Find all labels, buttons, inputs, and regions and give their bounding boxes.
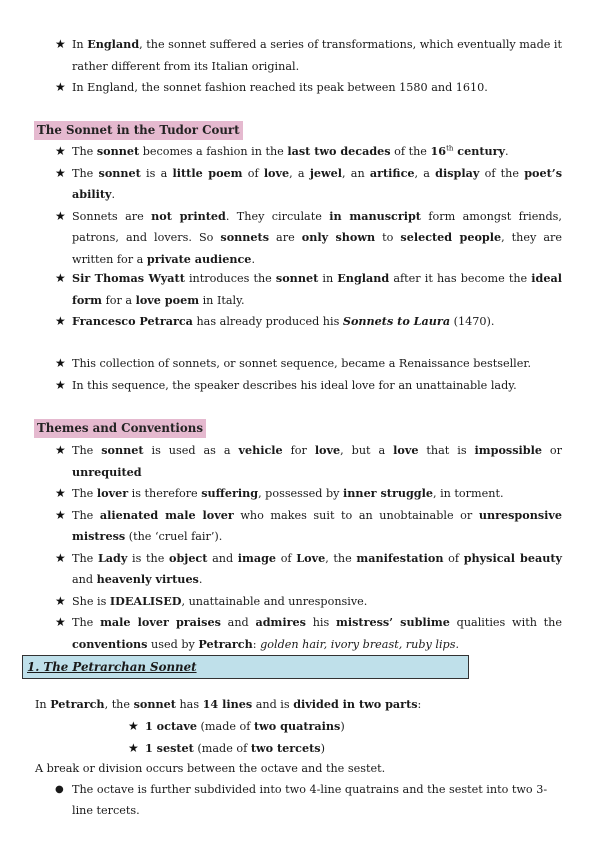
text-run: th — [446, 144, 454, 153]
text-run: or — [541, 444, 562, 457]
petrarchan-dot-bullet — [55, 779, 564, 821]
text-run: Lady — [97, 550, 128, 565]
text-run: Sir Thomas Wyatt — [72, 271, 185, 285]
star-bullet-icon: ★ — [55, 550, 66, 565]
list-item — [55, 77, 562, 99]
text-run: love — [263, 165, 290, 180]
text-run: has — [175, 698, 203, 711]
text-run: has already produced his — [192, 315, 343, 328]
text-run: is the — [127, 551, 169, 565]
list-item — [55, 612, 562, 655]
text-run: in Italy. — [199, 293, 245, 307]
text-run: England — [337, 271, 390, 285]
text-run: used by — [147, 637, 199, 651]
list-item — [55, 34, 562, 77]
text-run: introduces the — [184, 272, 276, 285]
text-run: unrequited — [72, 464, 142, 479]
text-run: little poem — [172, 165, 243, 180]
petrarchan-break-text: A break or division occurs between the octave and the sestet. — [35, 762, 386, 775]
text-run: two quatrains — [253, 719, 341, 733]
text-run: image — [237, 550, 277, 565]
text-run: and — [207, 551, 238, 565]
list-item — [55, 440, 562, 483]
bullet-dot-icon: ● — [55, 784, 64, 795]
text-run: : — [417, 698, 422, 711]
text-run: Sonnets are — [72, 209, 152, 223]
text-run: love — [314, 443, 341, 457]
text-run: becomes a fashion in the — [139, 145, 288, 158]
text-run: sonnet — [98, 165, 141, 180]
text-run: , a — [289, 166, 310, 180]
text-run: The — [72, 444, 102, 457]
text-run: qualities with the — [449, 616, 562, 629]
text-run: jewel — [309, 165, 342, 180]
text-run: love poem — [135, 292, 200, 307]
text-run: of the — [390, 145, 431, 158]
text-run: : — [252, 637, 261, 651]
text-run: heavenly virtues — [96, 572, 199, 586]
text-run: last two decades — [287, 144, 391, 158]
list-item — [55, 591, 562, 613]
text-run: The — [72, 487, 97, 500]
text-run: Sonnets to Laura — [342, 314, 451, 328]
text-run: in manuscript — [329, 208, 421, 223]
star-bullet-icon: ★ — [55, 356, 66, 370]
list-item — [128, 716, 445, 738]
text-run: IDEALISED — [109, 593, 182, 608]
text-run: In England, the sonnet fashion reached its peak between 1580 and 1610. — [72, 81, 488, 94]
petrarchan-heading-box — [22, 655, 469, 679]
text-run: sonnet — [96, 144, 140, 158]
text-run: inner struggle — [343, 486, 433, 500]
star-bullet-icon: ★ — [128, 719, 139, 733]
text-run: to — [375, 231, 401, 244]
text-run: lover — [96, 486, 129, 500]
text-run: The — [72, 616, 101, 629]
text-run: , in torment. — [432, 487, 504, 500]
text-run: Petrarch — [198, 636, 253, 651]
dot-bullet-text: The octave is further subdivided into two 4-line quatrains and the sestet into two 3-line tercets. — [72, 783, 548, 817]
text-run: This collection of sonnets, or sonnet sequence, became a Renaissance bestseller. — [72, 357, 532, 370]
themes-heading: Themes and Conventions — [34, 419, 206, 438]
text-run: Petrarch — [50, 697, 105, 711]
text-run: artifice — [369, 165, 415, 180]
list-item — [55, 548, 562, 591]
list-item — [55, 163, 562, 206]
text-run: object — [168, 550, 208, 565]
text-run: 14 lines — [202, 697, 253, 711]
tudor-bullet-list-1 — [55, 141, 562, 270]
star-bullet-icon: ★ — [55, 144, 66, 158]
text-run: of the — [479, 166, 525, 180]
themes-bullet-list — [55, 440, 562, 655]
petrarchan-parts-list — [128, 716, 445, 759]
text-run: who makes suit to an unobtainable or — [233, 508, 479, 522]
text-run: display — [435, 165, 480, 180]
text-run: sonnet — [133, 697, 176, 711]
text-run: his — [305, 616, 337, 629]
text-run: and — [220, 616, 256, 629]
list-item — [128, 738, 445, 760]
text-run: are — [269, 231, 302, 244]
text-run: ) — [320, 741, 325, 755]
text-run: after it has become the — [389, 272, 532, 285]
list-item — [55, 311, 562, 333]
list-item — [55, 375, 562, 397]
text-run: , the sonnet suffered a series of transformations, which eventually made it rather different from its Italian original. — [72, 38, 562, 73]
list-item — [55, 206, 562, 271]
text-run: (made of — [193, 741, 251, 755]
star-bullet-icon: ★ — [55, 165, 66, 180]
list-item — [55, 141, 562, 163]
star-bullet-icon: ★ — [55, 443, 66, 457]
star-bullet-icon: ★ — [55, 37, 66, 51]
intro-bullet-list — [55, 34, 562, 99]
star-bullet-icon: ★ — [55, 208, 66, 223]
star-bullet-icon: ★ — [55, 314, 66, 328]
star-bullet-icon: ★ — [55, 271, 66, 285]
text-run: mistress’ sublime — [336, 615, 450, 629]
text-run: sonnet — [275, 271, 319, 285]
text-run: and — [72, 573, 97, 586]
text-run: selected people — [400, 230, 502, 244]
text-run: . — [198, 573, 203, 586]
text-run: The — [72, 145, 97, 158]
text-run: not printed — [151, 208, 226, 223]
star-bullet-icon: ★ — [55, 507, 66, 522]
text-run: alienated male lover — [99, 507, 234, 522]
text-run: physical beauty — [463, 550, 562, 565]
text-run: In — [35, 698, 51, 711]
text-run: is a — [140, 166, 173, 180]
text-run: In — [72, 38, 88, 51]
text-run: The — [72, 508, 100, 522]
text-run: Love — [296, 550, 326, 565]
text-run: male lover praises — [100, 615, 221, 629]
petrarchan-heading: 1. The Petrarchan Sonnet — [27, 660, 197, 674]
text-run: She is — [72, 594, 110, 608]
text-run: The — [72, 551, 98, 565]
text-run: impossible — [474, 443, 542, 457]
text-run: is used as a — [143, 444, 239, 457]
star-bullet-icon: ★ — [55, 615, 66, 629]
text-run: , they are written for a — [72, 231, 562, 266]
text-run: is therefore — [128, 487, 202, 500]
text-run: suffering — [201, 486, 259, 500]
tudor-heading: The Sonnet in the Tudor Court — [34, 121, 243, 140]
text-run: golden hair, ivory breast, ruby lips. — [260, 637, 460, 651]
text-run: in — [318, 272, 338, 285]
text-run: , an — [342, 166, 370, 180]
petrarchan-intro — [35, 694, 421, 715]
text-run: , a — [414, 166, 436, 180]
text-run: two tercets — [250, 740, 321, 755]
text-run: 1 sestet — [145, 740, 194, 755]
text-run: , the — [104, 698, 134, 711]
text-run: form amongst friends, patrons, and lovers. So — [72, 209, 562, 244]
text-run: . — [505, 145, 509, 158]
text-run: vehicle — [238, 443, 283, 457]
text-run: century — [453, 144, 506, 158]
list-item — [55, 505, 562, 548]
text-run: , unattainable and unresponsive. — [181, 594, 368, 608]
text-run: poet’s ability — [72, 165, 562, 201]
tudor-bullet-list-3 — [55, 353, 562, 396]
star-bullet-icon: ★ — [128, 740, 139, 755]
text-run: Francesco Petrarca — [72, 314, 193, 328]
text-run: In this sequence, the speaker describes his ideal love for an unattainable lady. — [72, 378, 517, 392]
text-run: and is — [252, 698, 294, 711]
star-bullet-icon: ★ — [55, 377, 66, 392]
text-run: ideal form — [72, 271, 562, 307]
tudor-bullet-list-2 — [55, 268, 562, 333]
text-run: (1470). — [450, 315, 495, 328]
text-run: for — [282, 444, 315, 457]
text-run: . — [251, 252, 255, 266]
star-bullet-icon: ★ — [55, 80, 66, 94]
text-run: England — [87, 37, 140, 51]
text-run: . — [111, 188, 116, 201]
text-run: of — [276, 551, 297, 565]
text-run: admires — [255, 615, 306, 629]
text-run: divided in two parts — [293, 697, 418, 711]
text-run: The — [72, 166, 99, 180]
text-run: sonnet — [101, 443, 144, 457]
text-run: love — [393, 443, 419, 457]
text-run: , possessed by — [258, 487, 344, 500]
text-run: of — [443, 551, 464, 565]
text-run: private audience — [146, 251, 252, 266]
text-run: (the ‘cruel fair’). — [125, 530, 223, 543]
list-item — [55, 353, 562, 375]
text-run: 16 — [430, 144, 447, 158]
text-run: that is — [418, 444, 475, 457]
list-item — [55, 483, 562, 505]
text-run: conventions — [72, 636, 148, 651]
text-run: ) — [340, 720, 345, 733]
text-run: . They circulate — [225, 209, 330, 223]
list-item — [55, 268, 562, 311]
star-bullet-icon: ★ — [55, 593, 66, 608]
text-run: , the — [325, 551, 357, 565]
text-run: for a — [102, 293, 136, 307]
text-run: sonnets — [220, 230, 270, 244]
text-run: unresponsive mistress — [72, 507, 562, 543]
text-run: 1 octave — [145, 719, 197, 733]
text-run: manifestation — [356, 550, 444, 565]
text-run: only shown — [301, 230, 376, 244]
text-run: of — [242, 166, 264, 180]
text-run: , but a — [340, 444, 394, 457]
star-bullet-icon: ★ — [55, 486, 66, 500]
text-run: (made of — [197, 720, 254, 733]
